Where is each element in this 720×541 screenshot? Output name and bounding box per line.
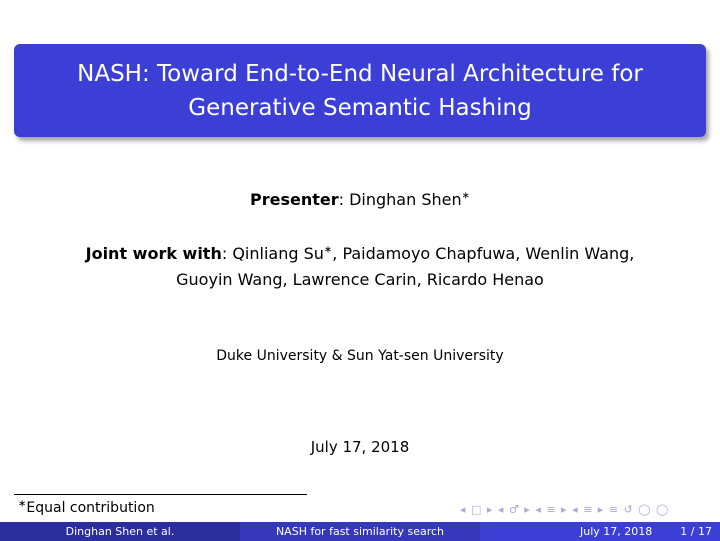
- joint-work-line-2: Guoyin Wang, Lawrence Carin, Ricardo Henao: [176, 270, 544, 289]
- footline-page-number: 1 / 17: [680, 525, 712, 538]
- footnote-text: Equal contribution: [26, 500, 155, 516]
- joint-work-label: Joint work with: [85, 244, 222, 263]
- slide-title-box: [14, 44, 706, 137]
- joint-work-authors-b: , Paidamoyo Chapfuwa, Wenlin Wang,: [332, 244, 635, 263]
- presentation-date: July 17, 2018: [310, 438, 410, 456]
- slide-title-line-2: Generative Semantic Hashing: [188, 94, 532, 121]
- joint-work-mark: ∗: [323, 244, 333, 256]
- presenter-line: [0, 190, 720, 209]
- affiliation: Duke University & Sun Yat-sen University: [216, 348, 504, 364]
- navigation-symbols[interactable]: ◂ □ ▸ ◂ ♂ ▸ ◂ ≡ ▸ ◂ ≡ ▸ ≡ ↺ ◯ ◯: [460, 503, 670, 516]
- footline-title: NASH for fast similarity search: [240, 522, 480, 541]
- joint-work-authors-a: : Qinliang Su: [221, 244, 324, 263]
- joint-work-line-1: [0, 244, 720, 263]
- presenter-name: : Dinghan Shen: [338, 190, 462, 209]
- footline-author: Dinghan Shen et al.: [0, 522, 240, 541]
- footline-right: [480, 522, 720, 541]
- footline: [0, 522, 720, 541]
- slide-title-line-1: NASH: Toward End-to-End Neural Architecture for: [77, 60, 643, 87]
- footline-date: July 17, 2018: [580, 525, 653, 538]
- presenter-label: Presenter: [249, 190, 339, 209]
- footnote: [18, 500, 155, 516]
- footnote-rule: [14, 494, 307, 495]
- footnote-mark: ∗: [18, 498, 27, 510]
- presenter-mark: ∗: [461, 190, 470, 202]
